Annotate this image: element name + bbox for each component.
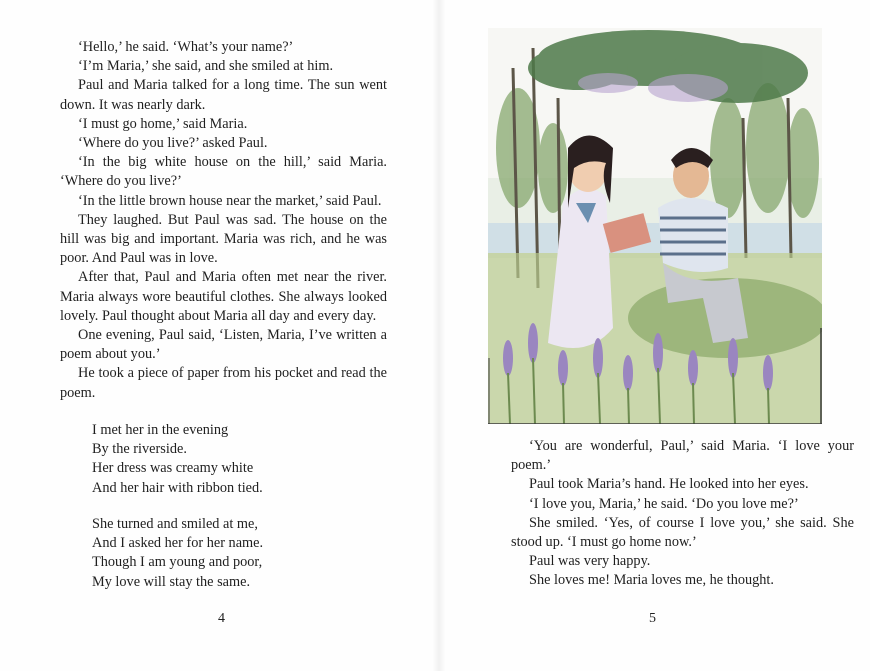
poem-line: And her hair with ribbon tied. xyxy=(92,479,263,496)
paragraph: She loves me! Maria loves me, he thought. xyxy=(529,572,774,589)
illustration xyxy=(488,28,822,424)
paragraph: ‘You are wonderful, Paul,’ said Maria. ‘I love your poem.’ xyxy=(511,438,854,474)
paragraph: Paul took Maria’s hand. He looked into her eyes. xyxy=(529,476,809,493)
poem-stanza-2 xyxy=(92,515,263,592)
poem-line: And I asked her for her name. xyxy=(92,535,264,552)
paragraph: She smiled. ‘Yes, of course I love you,’ she said. She stood up. ‘I must go home now.’ xyxy=(511,514,854,551)
right-page xyxy=(435,0,870,671)
paragraph: ‘Hello,’ he said. ‘What’s your name?’ xyxy=(78,39,294,55)
paragraph: After that, Paul and Maria often met near the river. Maria always wore beautiful clothes. She always looked lovely. Paul thought about Maria all day and every day. xyxy=(60,269,387,324)
left-page-text xyxy=(60,38,387,403)
paragraph: ‘In the big white house on the hill,’ said Maria. ‘Where do you live?’ xyxy=(60,154,387,190)
poem-line: Though I am young and poor, xyxy=(92,554,263,571)
paragraph: Paul and Maria talked for a long time. The sun went down. It was nearly dark. xyxy=(60,77,387,113)
paragraph: ‘In the little brown house near the market,’ said Paul. xyxy=(78,192,382,209)
paragraph: ‘I must go home,’ said Maria. xyxy=(78,115,248,132)
right-page-text xyxy=(511,437,854,591)
page-number: 4 xyxy=(218,611,225,626)
poem-line: I met her in the evening xyxy=(92,422,229,438)
poem-stanza-1 xyxy=(92,421,263,498)
paragraph: One evening, Paul said, ‘Listen, Maria, I’ve written a poem about you.’ xyxy=(60,327,387,363)
poem-line: She turned and smiled at me, xyxy=(92,516,258,532)
paragraph: Paul was very happy. xyxy=(529,553,651,570)
poem-line: Her dress was creamy white xyxy=(92,460,254,477)
poem-line: My love will stay the same. xyxy=(92,573,251,590)
poem-line: By the riverside. xyxy=(92,441,187,458)
paragraph: He took a piece of paper from his pocket and read the poem. xyxy=(60,365,387,401)
paragraph: ‘Where do you live?’ asked Paul. xyxy=(78,135,268,152)
paragraph: They laughed. But Paul was sad. The house on the hill was big and important. Maria was rich, and he was poor. And Paul was in love. xyxy=(60,211,387,267)
page-number: 5 xyxy=(649,611,656,626)
paragraph: ‘I love you, Maria,’ he said. ‘Do you love me?’ xyxy=(529,495,799,512)
paragraph: ‘I’m Maria,’ she said, and she smiled at him. xyxy=(78,58,334,75)
